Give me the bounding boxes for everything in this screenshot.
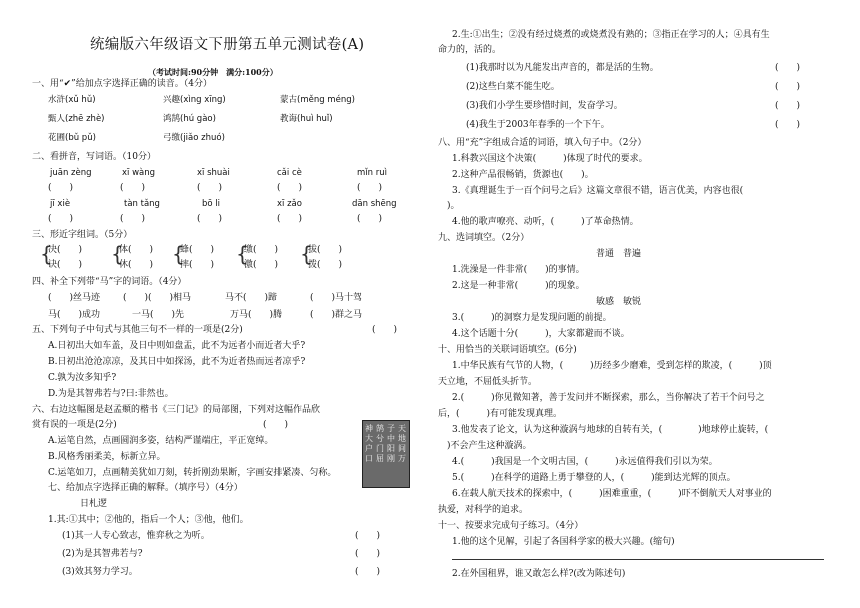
reading-option[interactable]: 兴趣(xìng xīng) — [163, 95, 226, 105]
pinyin: bō li — [202, 199, 221, 209]
fill-line[interactable]: 3.《真理诞生于一百个问号之后》这篇文章很不错，语言优美，内容也很( — [452, 186, 780, 196]
choice-option[interactable]: B.日初出沧沧凉凉，及其日中如探汤，此不为近者热而远者凉乎? — [48, 357, 306, 367]
question-item: (3)效其努力学习。 — [62, 567, 138, 577]
answer-blank[interactable]: ( ) — [357, 214, 383, 224]
pinyin: dān shēng — [352, 199, 397, 209]
calligraphy-image — [362, 420, 410, 488]
question-item: (1)其一人专心致志，惟弈秋之为听。 — [62, 531, 210, 541]
section8-heading: 八、用“充”字组成合适的词语，填入句子中。（2分） — [438, 138, 647, 148]
answer-blank[interactable]: ( ) — [775, 120, 801, 130]
section2-heading: 二、看拼音，写词语。（10分） — [32, 152, 156, 162]
idiom-blank[interactable]: ( )( )相马 — [123, 293, 192, 303]
question-item: (1)我那时以为凡能发出声音的，都是活的生物。 — [466, 63, 659, 73]
calligraphy-column: 鹄兮门屈 — [376, 424, 384, 463]
answer-blank[interactable]: ( ) — [120, 183, 146, 193]
similar-char-blank[interactable]: 摔( ) — [180, 260, 215, 270]
question-item: (4)我生于2003年春季的一个下午。 — [466, 120, 610, 130]
calligraphy-column: 子中阳刚 — [387, 424, 395, 463]
answer-blank[interactable]: ( ) — [355, 549, 381, 559]
word-choices: 敏感 敏锐 — [596, 297, 642, 307]
answer-blank[interactable]: ( ) — [775, 82, 801, 92]
fill-line-cont[interactable]: 后，( )有可能发现真理。 — [438, 409, 563, 419]
section1-heading: 一、用“✔”给加点字选择正确的读音。（4分） — [32, 79, 212, 89]
reading-option[interactable]: 弓缴(jiǎo zhuó) — [163, 133, 225, 143]
reading-option[interactable]: 教诲(huì huǐ) — [280, 114, 333, 124]
calligraphy-column: 天地间万 — [398, 424, 406, 463]
fill-line[interactable]: 1.洗澡是一件非常( )的事情。 — [452, 265, 585, 275]
section10-heading: 十、用恰当的关联词语填空。(6分) — [438, 345, 577, 355]
reading-option[interactable]: 水浒(xǔ hǔ) — [48, 95, 96, 105]
choice-option[interactable]: C.孰为汝多知乎? — [48, 373, 117, 383]
fill-line[interactable]: 2.( )你见微知著，善于发问并不断探索，那么，当你解决了若干个问号之 — [452, 393, 765, 403]
fill-line-cont[interactable]: )。 — [438, 201, 460, 211]
reading-option[interactable]: 蒙古(měng méng) — [280, 95, 355, 105]
story-title: 日札逻 — [80, 499, 108, 509]
fill-line[interactable]: 6.在载人航天技术的探索中，( )困难重重，( )吓不倒航天人对事业的 — [452, 489, 772, 499]
similar-char-blank[interactable]: 蜂( ) — [180, 245, 215, 255]
fill-line[interactable]: 5.( )在科学的道路上勇于攀登的人，( )能到达光辉的顶点。 — [452, 473, 736, 483]
fill-line-cont[interactable]: )不会产生这种漩涡。 — [438, 441, 532, 451]
choice-option[interactable]: C.运笔如刀，点画精美犹如刀刻，转折刚劲果断，字画安排紧凑、匀称。 — [48, 468, 337, 478]
similar-char-blank[interactable]: 缴( ) — [244, 245, 279, 255]
similar-char-blank[interactable]: 拨( ) — [308, 260, 343, 270]
question-item: (3)我们小学生要珍惜时间，发奋学习。 — [466, 101, 623, 111]
word-choices: 普通 普遍 — [596, 249, 642, 259]
answer-line[interactable] — [452, 559, 824, 560]
choice-option[interactable]: A.运笔自然，点画圆润多姿，结构严谨端庄，平正宽绰。 — [48, 436, 274, 446]
brace-icon: { — [40, 242, 53, 266]
fill-line[interactable]: 1.科教兴国这个决策( )体现了时代的要求。 — [452, 154, 648, 164]
brace-icon: { — [111, 242, 124, 266]
answer-blank[interactable]: ( ) — [48, 183, 74, 193]
question-stem: 1.其:①其中；②他的，指后一个人；③他，他们。 — [48, 515, 249, 525]
answer-blank[interactable]: ( ) — [277, 183, 303, 193]
choice-option[interactable]: B.风格秀丽柔美，标新立异。 — [48, 452, 166, 462]
answer-blank[interactable]: ( ) — [355, 531, 381, 541]
answer-blank[interactable]: ( ) — [120, 214, 146, 224]
fill-line[interactable]: 4.( )我国是一个文明古国，( )永远值得我们引以为荣。 — [452, 457, 718, 467]
answer-blank[interactable]: ( ) — [775, 101, 801, 111]
reading-option[interactable]: 甄人(zhē zhè) — [48, 114, 105, 124]
similar-char-blank[interactable]: 体( ) — [119, 245, 154, 255]
answer-blank[interactable]: ( ) — [357, 183, 383, 193]
section7-heading: 七、给加点字选择正确的解释。（填序号）（4分） — [48, 483, 243, 493]
calligraphy-column: 神大户口 — [365, 424, 373, 463]
pinyin: juān zèng — [50, 168, 92, 178]
brace-icon: { — [236, 242, 249, 266]
answer-blank[interactable]: ( ) — [775, 63, 801, 73]
section6-heading: 六、右边这幅图是赵孟頫的楷书《三门记》的局部图，下列对这幅作品欣 — [32, 405, 321, 415]
fill-line[interactable]: 2.这是一种非常( )的现象。 — [452, 281, 585, 291]
page-title: 统编版六年级语文下册第五单元测试卷(A) — [90, 37, 365, 53]
section3-heading: 三、形近字组词。（5分） — [32, 230, 133, 240]
reading-option[interactable]: 鸿鹄(hú gào) — [163, 114, 216, 124]
answer-blank[interactable]: ( ) — [197, 183, 223, 193]
fill-line[interactable]: 1.中华民族有气节的人物，( )历经多少磨难，受到怎样的欺凌，( )顶 — [452, 361, 772, 371]
idiom-blank[interactable]: ( )丝马迹 — [48, 293, 101, 303]
similar-char-blank[interactable]: 激( ) — [244, 260, 279, 270]
idiom-blank[interactable]: ( )群之马 — [310, 310, 363, 320]
similar-char-blank[interactable]: 拔( ) — [308, 245, 343, 255]
section11-heading: 十一、按要求完成句子练习。（4分） — [438, 521, 584, 531]
brace-icon: { — [172, 242, 185, 266]
idiom-blank[interactable]: 马( )成功 — [48, 310, 101, 320]
answer-blank[interactable]: ( ) — [372, 325, 398, 335]
pinyin: cǎi cè — [277, 168, 302, 178]
answer-blank[interactable]: ( ) — [48, 214, 74, 224]
fill-line[interactable]: 3.他发表了论文，认为这种漩涡与地球的自转有关，( )地球停止旋转，( — [452, 425, 769, 435]
answer-blank[interactable]: ( ) — [197, 214, 223, 224]
pinyin: mǐn ruì — [357, 168, 387, 178]
exam-info: （考试时间:90分钟 满分:100分） — [148, 67, 278, 77]
question-stem: 2.在外国租界，谁又敢怎么样?(改为陈述句) — [452, 569, 626, 579]
similar-char-blank[interactable]: 休( ) — [119, 260, 154, 270]
idiom-blank[interactable]: 一马( )先 — [132, 310, 185, 320]
idiom-blank[interactable]: 万马( )腾 — [230, 310, 283, 320]
pinyin: xī wàng — [122, 168, 156, 178]
pinyin: xī shuài — [197, 168, 230, 178]
fill-line[interactable]: 2.这种产品很畅销，货源也( )。 — [452, 170, 594, 180]
fill-line-cont[interactable]: 执爱，对科学的追求。 — [438, 505, 529, 515]
section5-heading: 五、下列句子中句式与其他三句不一样的一项是(2分) — [32, 325, 243, 335]
choice-option[interactable]: D.为是其智弗若与?曰:非然也。 — [48, 389, 174, 399]
idiom-blank[interactable]: ( )马十驾 — [310, 293, 363, 303]
choice-option[interactable]: A.日初出大如车盖，及日中则如盘盂，此不为远者小而近者大乎? — [48, 341, 306, 351]
fill-line[interactable]: 4.他的歌声嘹亮、动听，( )了革命热情。 — [452, 217, 639, 227]
answer-blank[interactable]: ( ) — [263, 420, 289, 430]
fill-line[interactable]: 4.这个话题十分( )，大家都避而不谈。 — [452, 329, 630, 339]
answer-blank[interactable]: ( ) — [277, 214, 303, 224]
similar-char-blank[interactable]: 诀( ) — [48, 260, 83, 270]
pinyin: tàn tǎng — [124, 199, 160, 209]
answer-blank[interactable]: ( ) — [355, 567, 381, 577]
idiom-blank[interactable]: 马不( )蹄 — [225, 293, 278, 303]
brace-icon: { — [300, 242, 313, 266]
question-item: (2)为是其智弗若与? — [62, 549, 143, 559]
section6-heading-cont: 赏有误的一项是(2分) — [32, 420, 117, 430]
fill-line-cont[interactable]: 天立地，不屈低头折节。 — [438, 377, 538, 387]
question-stem: 2.生:①出生；②没有经过烧煮的或烧煮没有熟的；③指正在学习的人；④具有生 — [452, 30, 770, 40]
question-stem-cont: 命力的，活的。 — [438, 45, 502, 55]
question-item: (2)这些白菜不能生吃。 — [466, 82, 560, 92]
section9-heading: 九、选词填空。（2分） — [438, 233, 530, 243]
section4-heading: 四、补全下列带“马”字的词语。（4分） — [32, 277, 187, 287]
pinyin: jī xiè — [50, 199, 71, 209]
fill-line[interactable]: 3.( )的洞察力是发现问题的前提。 — [452, 313, 612, 323]
question-stem: 1.他的这个见解，引起了各国科学家的极大兴趣。(缩句) — [452, 537, 675, 547]
pinyin: xī zǎo — [277, 199, 302, 209]
reading-option[interactable]: 花圃(bǔ pǔ) — [48, 133, 96, 143]
similar-char-blank[interactable]: 决( ) — [48, 245, 83, 255]
